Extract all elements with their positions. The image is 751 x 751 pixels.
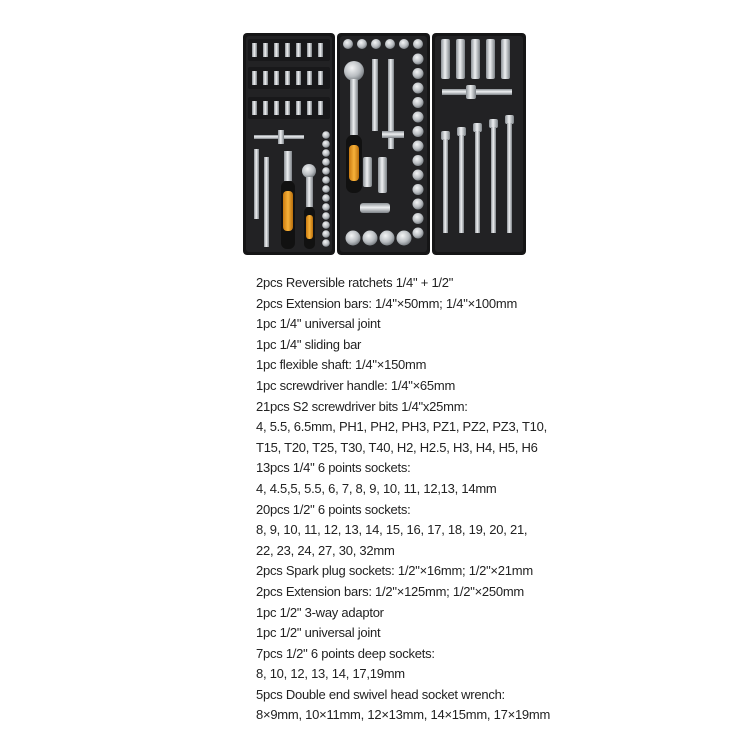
handle-shaft (284, 151, 292, 181)
spec-line: 1pc 1/4" universal joint (256, 316, 381, 332)
socket-half-inch (357, 39, 367, 49)
spec-line: 1pc 1/2" universal joint (256, 625, 381, 641)
socket-quarter-inch (322, 167, 330, 175)
spec-line: 4, 4.5,5, 5.5, 6, 7, 8, 9, 10, 11, 12,13, 14mm (256, 480, 497, 496)
socket-half-inch (413, 155, 424, 166)
screwdriver-bit (307, 43, 312, 57)
screwdriver-bit (318, 43, 323, 57)
socket-half-inch (346, 231, 361, 246)
socket-quarter-inch (322, 221, 330, 229)
spec-line: 2pcs Spark plug sockets: 1/2"×16mm; 1/2"×21mm (256, 563, 533, 579)
socket-quarter-inch (322, 212, 330, 220)
sliding-bar-head (278, 130, 284, 144)
tool-trays-photo (242, 31, 527, 257)
spec-line: 2pcs Extension bars: 1/2"×125mm; 1/2"×250mm (256, 583, 525, 599)
extension-bar (442, 89, 512, 95)
socket-quarter-inch (322, 185, 330, 193)
screwdriver-bit (263, 71, 268, 85)
three-way-adaptor (382, 131, 404, 138)
screwdriver-bit (274, 101, 279, 115)
spec-line: 8×9mm, 10×11mm, 12×13mm, 14×15mm, 17×19mm (256, 707, 551, 723)
screwdriver-bit (285, 101, 290, 115)
socket-half-inch (413, 112, 424, 123)
screwdriver-bit (285, 43, 290, 57)
ratchet-neck (306, 177, 313, 207)
spec-line: 21pcs S2 screwdriver bits 1/4"x25mm: (256, 398, 468, 414)
screwdriver-bit (296, 43, 301, 57)
screwdriver-bit (263, 43, 268, 57)
socket-half-inch (399, 39, 409, 49)
socket-quarter-inch (322, 131, 330, 139)
spec-line: 2pcs Reversible ratchets 1/4" + 1/2" (256, 275, 454, 290)
ratchet-neck (350, 79, 358, 135)
extension-bar (264, 157, 269, 247)
wrench-head (457, 127, 466, 136)
socket-half-inch (385, 39, 395, 49)
socket-half-inch (363, 231, 378, 246)
socket-half-inch (413, 97, 424, 108)
socket-half-inch (413, 184, 424, 195)
screwdriver-bit (274, 71, 279, 85)
deep-socket (456, 39, 465, 79)
handle-accent (349, 145, 359, 181)
screwdriver-bit (318, 101, 323, 115)
extension-bar-end (466, 85, 476, 99)
screwdriver-bit (296, 71, 301, 85)
spec-line: 20pcs 1/2" 6 points sockets: (256, 501, 411, 517)
deep-socket (471, 39, 480, 79)
socket-half-inch (413, 228, 424, 239)
deep-socket (486, 39, 495, 79)
socket-half-inch (413, 141, 424, 152)
universal-joint (360, 203, 390, 213)
socket-quarter-inch (322, 158, 330, 166)
spark-plug-socket (378, 157, 387, 193)
screwdriver-bit (296, 101, 301, 115)
spec-line: 1pc 1/4" sliding bar (256, 336, 362, 352)
spec-line: 4, 5.5, 6.5mm, PH1, PH2, PH3, PZ1, PZ2, PZ3, T10, (256, 419, 547, 435)
swivel-wrench (443, 139, 448, 233)
socket-half-inch (413, 83, 424, 94)
wrench-head (473, 123, 482, 132)
screwdriver-bit (252, 43, 257, 57)
socket-quarter-inch (322, 230, 330, 238)
screwdriver-bit (252, 101, 257, 115)
spec-line: 2pcs Extension bars: 1/4"×50mm; 1/4"×100mm (256, 295, 518, 311)
spec-line: T15, T20, T25, T30, T40, H2, H2.5, H3, H4, H5, H6 (256, 439, 538, 455)
wrench-head (489, 119, 498, 128)
spec-line: 1pc flexible shaft: 1/4"×150mm (256, 357, 427, 373)
socket-half-inch (413, 199, 424, 210)
socket-half-inch (413, 39, 423, 49)
socket-half-inch (413, 68, 424, 79)
socket-half-inch (413, 54, 424, 65)
spec-line: 13pcs 1/4" 6 points sockets: (256, 460, 411, 476)
swivel-wrench (507, 123, 512, 233)
deep-socket (501, 39, 510, 79)
socket-quarter-inch (322, 203, 330, 211)
screwdriver-bit (252, 71, 257, 85)
spec-line: 1pc 1/2" 3-way adaptor (256, 604, 384, 620)
spec-line: 8, 10, 12, 13, 14, 17,19mm (256, 666, 405, 682)
spec-line: 7pcs 1/2" 6 points deep sockets: (256, 645, 435, 661)
socket-half-inch (413, 170, 424, 181)
deep-socket (441, 39, 450, 79)
handle-accent (306, 215, 313, 239)
socket-half-inch (371, 39, 381, 49)
swivel-wrench (475, 131, 480, 233)
spec-line: 22, 23, 24, 27, 30, 32mm (256, 542, 395, 558)
handle-accent (283, 191, 293, 231)
spec-list (256, 273, 550, 726)
spark-plug-socket (363, 157, 372, 187)
wrench-head (505, 115, 514, 124)
socket-half-inch (413, 213, 424, 224)
socket-half-inch (413, 126, 424, 137)
ratchet-head (344, 61, 364, 81)
spec-line: 5pcs Double end swivel head socket wrench: (256, 686, 505, 702)
socket-quarter-inch (322, 239, 330, 247)
swivel-wrench (491, 127, 496, 233)
socket-half-inch (397, 231, 412, 246)
socket-quarter-inch (322, 140, 330, 148)
socket-quarter-inch (322, 149, 330, 157)
ratchet-head (302, 164, 316, 178)
socket-quarter-inch (322, 194, 330, 202)
socket-half-inch (343, 39, 353, 49)
screwdriver-bit (318, 71, 323, 85)
socket-quarter-inch (322, 176, 330, 184)
wrench-head (441, 131, 450, 140)
spec-line: 8, 9, 10, 11, 12, 13, 14, 15, 16, 17, 18, 19, 20, 21, (256, 522, 528, 538)
socket-half-inch (380, 231, 395, 246)
swivel-wrench (459, 135, 464, 233)
screwdriver-bit (307, 101, 312, 115)
screwdriver-bit (285, 71, 290, 85)
spec-line: 1pc screwdriver handle: 1/4"×65mm (256, 377, 456, 393)
extension-bar (254, 149, 259, 219)
extension-bar (372, 59, 378, 131)
screwdriver-bit (274, 43, 279, 57)
screwdriver-bit (307, 71, 312, 85)
screwdriver-bit (263, 101, 268, 115)
